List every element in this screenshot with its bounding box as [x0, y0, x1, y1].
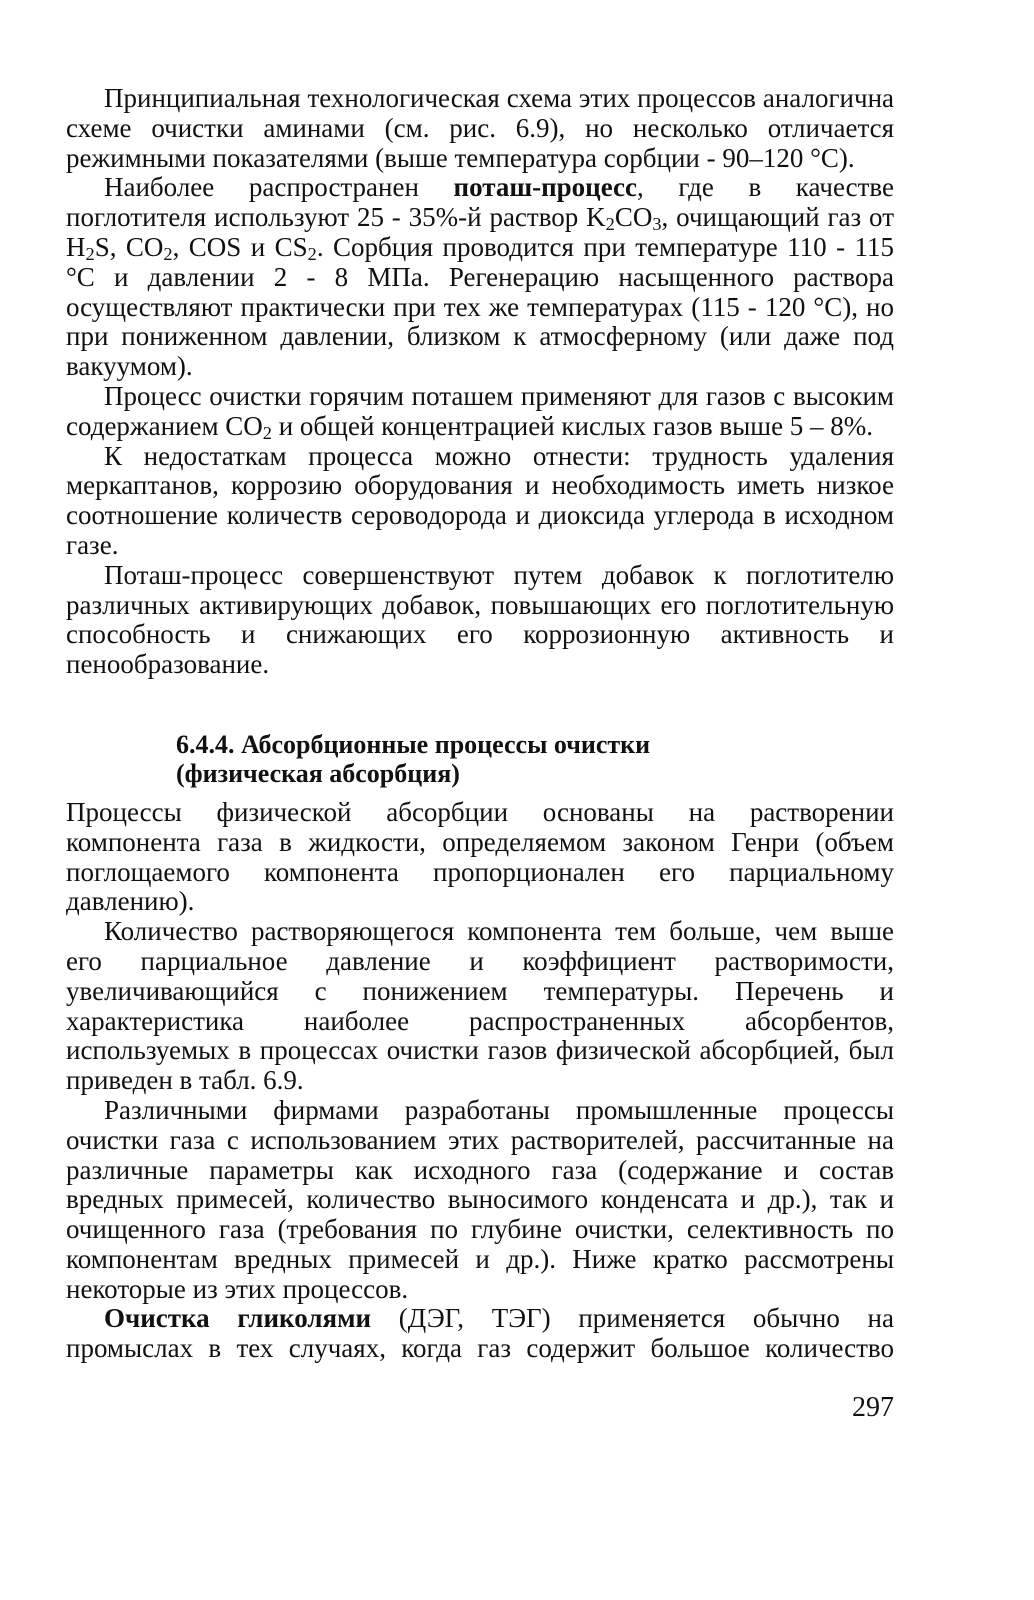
paragraph-5: Поташ-процесс совершенствуют путем добавок к поглотителю различных активирующих добавок, повышающих его поглотительную способность и снижающих его коррозионную активность и пенообразование. — [66, 559, 894, 680]
paragraph-9-text: (ДЭГ, ТЭГ) применяется обычно на промыслах в тех случаях, когда газ содержит большое количество — [66, 1303, 894, 1364]
paragraph-4: К недостаткам процесса можно отнести: трудность удаления меркаптанов, коррозию оборудования и необходимость иметь низкое соотношение количеств сероводорода и диоксида углерода в исходном газе. — [66, 440, 894, 560]
subscript: 2 — [163, 244, 173, 265]
page-number: 297 — [852, 1392, 894, 1423]
paragraph-3-text-b: и общей концентрацией кислых газов выше 5 – 8%. — [271, 410, 874, 441]
paragraph-9 — [66, 1304, 894, 1364]
term-potash-process: поташ-процесс — [453, 172, 638, 203]
paragraph-2-text-c: , очищающий газ от H — [66, 202, 894, 262]
term-glycol-cleaning: Очистка гликолями — [104, 1303, 372, 1334]
subscript: 2 — [85, 244, 95, 265]
subscript: 2 — [307, 244, 317, 265]
paragraph-2 — [66, 173, 894, 382]
formula-part: S, CO — [94, 231, 164, 262]
subscript: 2 — [605, 214, 615, 235]
subscript: 2 — [262, 422, 272, 443]
paragraph-7: Количество растворяющегося компонента тем больше, чем выше его парциальное давление и коэффициент растворимости, увеличивающийся с понижением температуры. Перечень и характеристика наиболее распространенных абсорбентов, используемых в процессах очистки газов физической абсорбцией, был приведен в табл. 6.9. — [66, 916, 894, 1096]
paragraph-2-text-d: . Сорбция проводится при температуре 110 - 115 °С и давлении 2 - 8 МПа. Регенерацию насыщенного раствора осуществляют практически при тех же температурах (115 - 120 °С), но при пониженном давлении, близком к атмосферному (или даже под вакуумом). — [66, 231, 895, 382]
paragraph-3-text-a: Процесс очистки горячим поташем применяют для газов с высоким содержанием CO — [66, 380, 894, 441]
paragraph-2-text-a: Наиболее распространен — [104, 172, 454, 203]
page-content — [66, 84, 894, 1364]
paragraph-1: Принципиальная технологическая схема этих процессов аналогична схеме очистки аминами (см. рис. 6.9), но несколько отличается режимными показателями (выше температура сорбции - 90–120 °С). — [66, 83, 894, 173]
formula-part: , COS и CS — [172, 231, 308, 262]
section-heading-line-1: 6.4.4. Абсорбционные процессы очистки — [176, 729, 651, 759]
paragraph-8: Различными фирмами разработаны промышленные процессы очистки газа с использованием этих растворителей, рассчитанные на различные параметры как исходного газа (содержание и состав вредных примесей, количество выносимого конденсата и др.), так и очищенного газа (требования по глубине очистки, селективность по компонентам вредных примесей и др.). Ниже кратко рассмотрены некоторые из этих процессов. — [66, 1094, 894, 1304]
paragraph-2-text-b: , где в качестве поглотителя используют 25 - 35%-й раствор K — [66, 172, 894, 233]
paragraph-3 — [66, 382, 894, 442]
subscript: 3 — [652, 214, 662, 235]
paragraph-6: Процессы физической абсорбции основаны на растворении компонента газа в жидкости, определяемом законом Генри (объем поглощаемого компонента пропорционален его парциальному давлению). — [66, 796, 894, 917]
section-heading-line-2: (физическая абсорбция) — [176, 758, 460, 788]
formula-part: CO — [614, 202, 653, 233]
section-heading — [176, 730, 894, 788]
